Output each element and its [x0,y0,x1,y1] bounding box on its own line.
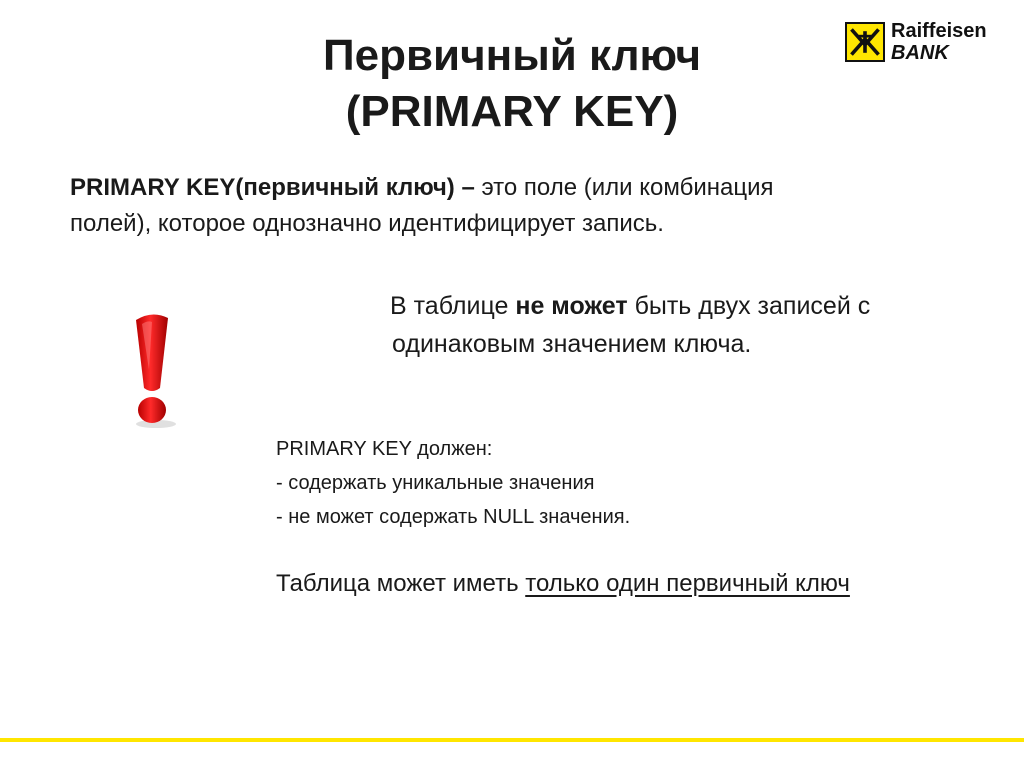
logo-name: Raiffeisen [891,20,987,42]
raiffeisen-logo [845,20,1015,66]
rules-item-2: - не может содержать NULL значения. [276,506,631,528]
warning-strong: не может [515,292,628,320]
exclamation-mark-icon [122,310,182,430]
definition-term: PRIMARY KEY(первичный ключ) – [70,174,475,201]
rules-item-1: - содержать уникальные значения [276,472,595,494]
definition-text-1: это поле (или комбинация [474,174,774,201]
only-one-key-statement [276,566,996,602]
warning-post: быть двух записей с [627,292,871,320]
rules-head-rest: должен: [411,438,493,460]
warning-paragraph [390,287,990,363]
rules-list [276,432,976,534]
warning-line-2: одинаковым значением ключа. [392,330,752,358]
definition-paragraph [70,170,950,242]
title-line-2: (PRIMARY KEY) [345,87,679,136]
raiffeisen-gable-cross-icon [845,22,885,62]
title-line-1: Первичный ключ [323,31,701,80]
logo-sub: BANK [891,42,949,64]
rules-head-term: PRIMARY KEY [276,438,412,460]
only-one-pre: Таблица может иметь [276,570,526,597]
definition-text-2: полей), которое однозначно идентифицирует запись. [70,210,664,237]
only-one-underlined: только один первичный ключ [525,570,850,597]
warning-pre: В таблице [390,292,516,320]
footer-divider [0,738,1024,742]
rules-heading [276,432,976,466]
